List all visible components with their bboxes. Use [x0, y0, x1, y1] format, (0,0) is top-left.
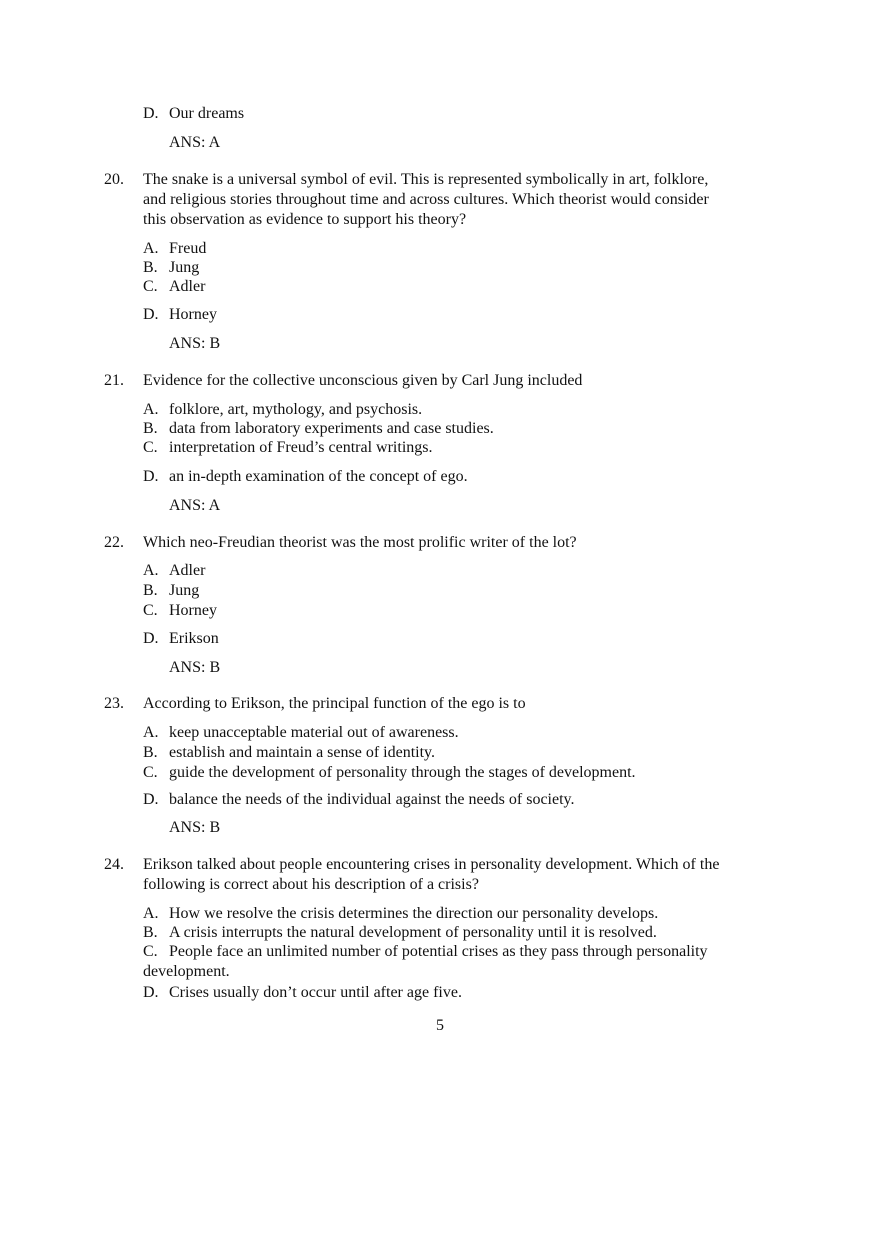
option-text: Horney [169, 602, 217, 619]
option-text: Our dreams [169, 105, 245, 122]
option-text: Erikson [169, 630, 219, 647]
option-text-continued: development. [143, 963, 230, 980]
option-letter: B. [143, 420, 158, 437]
option-a [143, 400, 422, 420]
option-text: interpretation of Freud’s central writings. [169, 439, 433, 456]
option-letter: A. [143, 240, 159, 257]
option-text: Crises usually don’t occur until after age five. [169, 984, 462, 1001]
option-letter: B. [143, 924, 158, 941]
option-letter: A. [143, 724, 159, 741]
option-text: folklore, art, mythology, and psychosis. [169, 401, 423, 418]
option-b [143, 419, 494, 439]
question-text: The snake is a universal symbol of evil. This is represented symbolically in art, folklore, [143, 171, 709, 188]
answer-key: ANS: B [169, 659, 221, 676]
question-number: 23. [104, 695, 124, 712]
question-number: 22. [104, 534, 124, 551]
option-text: data from laboratory experiments and case studies. [169, 420, 494, 437]
option-letter: A. [143, 401, 159, 418]
option-letter: D. [143, 630, 159, 647]
option-letter: C. [143, 439, 158, 456]
option-a [143, 904, 658, 924]
question-text: According to Erikson, the principal function of the ego is to [143, 695, 526, 712]
option-c [143, 601, 217, 621]
option-text: A crisis interrupts the natural development of personality until it is resolved. [169, 924, 657, 941]
option-letter: A. [143, 905, 159, 922]
option-c [143, 438, 432, 458]
option-letter: B. [143, 744, 158, 761]
option-text: Horney [169, 306, 217, 323]
option-d [143, 305, 217, 325]
answer-key: ANS: B [169, 335, 221, 352]
option-b [143, 743, 435, 763]
option-text: Jung [169, 582, 200, 599]
option-letter: A. [143, 562, 159, 579]
option-letter: C. [143, 278, 158, 295]
option-a [143, 561, 205, 581]
option-letter: D. [143, 105, 159, 122]
question-text: and religious stories throughout time and across cultures. Which theorist would consider [143, 191, 709, 208]
option-b [143, 581, 199, 601]
question-text: Erikson talked about people encountering crises in personality development. Which of the [143, 856, 720, 873]
option-letter: B. [143, 259, 158, 276]
option-letter: C. [143, 764, 158, 781]
option-text: Adler [169, 562, 206, 579]
question-text: following is correct about his description of a crisis? [143, 876, 479, 893]
option-text: Jung [169, 259, 200, 276]
option-d [143, 467, 468, 487]
option-d [143, 104, 244, 124]
page-number: 5 [436, 1017, 444, 1034]
answer-key: ANS: B [169, 819, 221, 836]
option-text: People face an unlimited number of potential crises as they pass through personality [169, 943, 708, 960]
option-text: establish and maintain a sense of identity. [169, 744, 436, 761]
option-text: How we resolve the crisis determines the direction our personality develops. [169, 905, 659, 922]
question-number: 21. [104, 372, 124, 389]
option-a [143, 723, 459, 743]
option-c [143, 763, 636, 783]
option-d [143, 790, 575, 810]
question-text: this observation as evidence to support his theory? [143, 211, 467, 228]
option-text: balance the needs of the individual against the needs of society. [169, 791, 575, 808]
question-number: 24. [104, 856, 124, 873]
option-letter: D. [143, 306, 159, 323]
option-text: Freud [169, 240, 207, 257]
option-text: keep unacceptable material out of awareness. [169, 724, 459, 741]
option-b [143, 923, 657, 943]
answer-key: ANS: A [169, 497, 221, 514]
option-text: Adler [169, 278, 206, 295]
option-text: guide the development of personality through the stages of development. [169, 764, 636, 781]
answer-key: ANS: A [169, 134, 221, 151]
option-letter: D. [143, 984, 159, 1001]
option-a [143, 239, 206, 259]
question-number: 20. [104, 171, 124, 188]
question-text: Evidence for the collective unconscious given by Carl Jung included [143, 372, 583, 389]
question-text: Which neo-Freudian theorist was the most prolific writer of the lot? [143, 534, 577, 551]
option-d [143, 629, 219, 649]
option-letter: B. [143, 582, 158, 599]
option-b [143, 258, 199, 278]
option-letter: D. [143, 468, 159, 485]
option-c [143, 277, 205, 297]
option-c [143, 942, 708, 962]
option-text: an in-depth examination of the concept of ego. [169, 468, 468, 485]
option-d [143, 983, 462, 1003]
option-letter: C. [143, 602, 158, 619]
option-letter: C. [143, 943, 158, 960]
option-letter: D. [143, 791, 159, 808]
